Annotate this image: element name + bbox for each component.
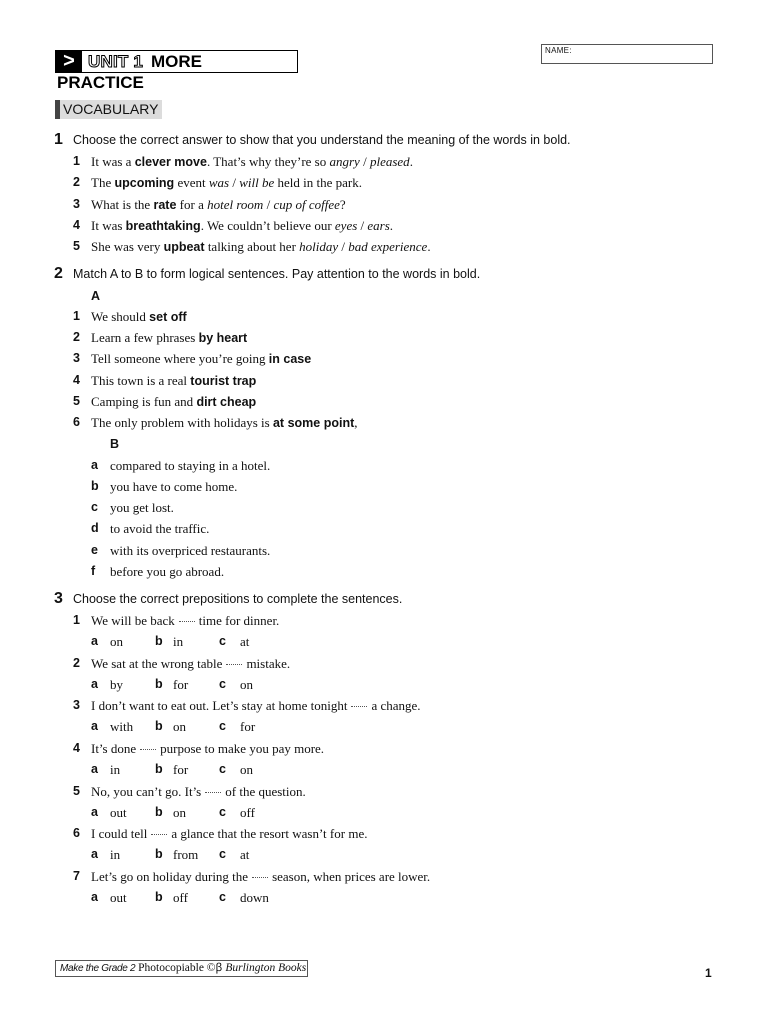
answer-blank[interactable]: [205, 792, 221, 793]
item-text: [91, 613, 279, 629]
item-text: [91, 415, 358, 431]
bold-word: at some point: [272, 416, 355, 430]
text-run: She was very: [91, 239, 164, 254]
text-run: . That’s why they’re so: [206, 154, 330, 169]
item-number: 5: [73, 784, 80, 798]
item-text: with its overpriced restaurants.: [110, 543, 271, 558]
item-letter: e: [91, 543, 98, 557]
text-run: It’s done: [91, 741, 137, 756]
ex3-options: [0, 805, 700, 823]
bold-word: tourist trap: [190, 374, 257, 388]
option-letter[interactable]: c: [219, 762, 226, 776]
option-letter[interactable]: b: [155, 677, 163, 691]
footer-brand: Make the Grade 2: [60, 963, 136, 974]
option-text[interactable]: on: [240, 677, 253, 692]
option-text[interactable]: in: [110, 847, 121, 862]
item-text: [91, 309, 187, 325]
item-letter: d: [91, 521, 99, 535]
bold-word: in case: [268, 352, 312, 366]
answer-blank[interactable]: [252, 877, 268, 878]
ex3-item: [0, 741, 700, 759]
item-letter: b: [91, 479, 99, 493]
item-letter: f: [91, 564, 96, 578]
item-text: [91, 741, 324, 757]
item-number: 3: [73, 698, 80, 712]
option-letter[interactable]: a: [91, 762, 98, 776]
text-run: We should: [91, 309, 150, 324]
text-run: Learn a few phrases: [91, 330, 199, 345]
option-letter[interactable]: c: [219, 847, 226, 861]
option-letter[interactable]: c: [219, 805, 226, 819]
unit-title: MORE: [151, 52, 202, 71]
text-run: .: [389, 218, 394, 233]
item-text: [91, 197, 346, 213]
item-number: 7: [73, 869, 80, 883]
item-number: 5: [73, 239, 80, 253]
item-text: [91, 656, 290, 672]
item-number: 2: [73, 656, 80, 670]
bold-word: upcoming: [114, 176, 175, 190]
option-text[interactable]: in: [110, 762, 121, 777]
ex2-item-a: [0, 415, 700, 433]
item-text: [91, 239, 431, 255]
option-text[interactable]: out: [110, 805, 127, 820]
footer-logo-icon: ꞵ: [215, 962, 223, 974]
text-run: No, you can’t go. It’s: [91, 784, 202, 799]
item-text: [91, 698, 421, 714]
ex2-item-a: [0, 373, 700, 391]
text-run: It was a: [91, 154, 135, 169]
item-number: 4: [73, 373, 80, 387]
option-letter[interactable]: c: [219, 890, 226, 904]
item-text: [91, 330, 247, 346]
item-number: 2: [73, 175, 80, 189]
name-label: NAME:: [545, 46, 572, 55]
option-text[interactable]: at: [240, 634, 250, 649]
text-run: a glance that the resort wasn’t for me.: [171, 826, 368, 841]
page-number: 1: [705, 966, 712, 980]
option-text[interactable]: down: [240, 890, 269, 905]
answer-blank[interactable]: [351, 706, 367, 707]
option-letter[interactable]: c: [219, 634, 226, 648]
item-text: [91, 869, 430, 885]
ex2-item-b: [0, 500, 700, 518]
bold-word: breathtaking: [125, 219, 201, 233]
item-number: 6: [73, 826, 80, 840]
bold-word: dirt cheap: [196, 395, 257, 409]
ex3-options: [0, 677, 700, 695]
item-letter: c: [91, 500, 98, 514]
option-word[interactable]: angry: [329, 154, 360, 169]
option-word[interactable]: hotel room: [207, 197, 264, 212]
option-text[interactable]: from: [173, 847, 199, 862]
answer-blank[interactable]: [140, 749, 156, 750]
text-run: Tell someone where you’re going: [91, 351, 269, 366]
text-run: This town is a real: [91, 373, 191, 388]
text-run: /: [359, 154, 370, 169]
ex3-options: [0, 719, 700, 737]
exercise-number: 3: [54, 590, 63, 607]
answer-blank[interactable]: [226, 664, 242, 665]
text-run: for a: [176, 197, 208, 212]
unit-label: UNIT 1: [88, 52, 144, 71]
option-text[interactable]: off: [240, 805, 255, 820]
ex3-item: [0, 826, 700, 844]
footer-photocopiable: Photocopiable ©: [135, 962, 216, 974]
option-word[interactable]: will be: [239, 175, 275, 190]
text-run: a change.: [371, 698, 421, 713]
answer-blank[interactable]: [179, 621, 195, 622]
ex1-item: [0, 154, 700, 172]
ex1-item: [0, 239, 700, 257]
option-letter[interactable]: b: [155, 762, 163, 776]
item-text: compared to staying in a hotel.: [110, 458, 271, 473]
text-run: /: [357, 218, 368, 233]
item-number: 1: [73, 309, 80, 323]
option-word[interactable]: eyes: [334, 218, 358, 233]
item-text: to avoid the traffic.: [110, 521, 210, 536]
text-run: held in the park.: [274, 175, 362, 190]
ex2-item-a: [0, 351, 700, 369]
ex1-item: [0, 218, 700, 236]
ex3-options: [0, 847, 700, 865]
option-word[interactable]: bad experience: [348, 239, 428, 254]
text-run: .: [427, 239, 431, 254]
option-letter[interactable]: b: [155, 847, 163, 861]
item-text: [91, 826, 367, 842]
option-text[interactable]: by: [110, 677, 123, 692]
text-run: We sat at the wrong table: [91, 656, 223, 671]
option-letter[interactable]: a: [91, 847, 98, 861]
text-run: Camping is fun and: [91, 394, 197, 409]
section-label: VOCABULARY: [55, 100, 162, 119]
ex1-item: [0, 197, 700, 215]
option-letter[interactable]: b: [155, 805, 163, 819]
bold-word: rate: [153, 198, 177, 212]
item-number: 4: [73, 741, 80, 755]
column-b-heading: B: [110, 437, 120, 451]
text-run: ,: [354, 415, 358, 430]
text-run: purpose to make you pay more.: [160, 741, 325, 756]
text-run: mistake.: [246, 656, 291, 671]
ex3-item: [0, 656, 700, 674]
ex2-item-b: [0, 521, 700, 539]
item-text: [91, 218, 393, 234]
item-number: 1: [73, 613, 80, 627]
text-run: event: [174, 175, 209, 190]
bold-word: set off: [149, 310, 187, 324]
option-letter[interactable]: b: [155, 890, 163, 904]
item-number: 3: [73, 351, 80, 365]
name-field[interactable]: [541, 44, 713, 64]
item-text: [91, 784, 306, 800]
text-run: I could tell: [91, 826, 148, 841]
ex3-item: [0, 698, 700, 716]
option-letter[interactable]: c: [219, 719, 226, 733]
text-run: of the question.: [225, 784, 306, 799]
text-run: We will be back: [91, 613, 175, 628]
option-text[interactable]: with: [110, 719, 134, 734]
item-number: 6: [73, 415, 80, 429]
unit-title-line2: PRACTICE: [57, 73, 144, 92]
text-run: . We couldn’t believe our: [200, 218, 335, 233]
item-number: 1: [73, 154, 80, 168]
text-run: time for dinner.: [198, 613, 280, 628]
item-number: 3: [73, 197, 80, 211]
exercise-number: 2: [54, 265, 63, 282]
ex2-item-b: [0, 564, 700, 582]
option-text[interactable]: for: [240, 719, 256, 734]
exercise-number: 1: [54, 131, 63, 148]
item-text: before you go abroad.: [110, 564, 225, 579]
item-number: 2: [73, 330, 80, 344]
bold-word: by heart: [198, 331, 248, 345]
ex2-item-b: [0, 458, 700, 476]
item-text: [91, 394, 256, 410]
option-text[interactable]: on: [173, 719, 186, 734]
ex2-item-a: [0, 394, 700, 412]
exercise-instruction: Match A to B to form logical sentences. Pay attention to the words in bold.: [73, 267, 481, 281]
item-text: you have to come home.: [110, 479, 238, 494]
option-letter[interactable]: a: [91, 890, 98, 904]
text-run: The only problem with holidays is: [91, 415, 273, 430]
text-run: I don’t want to eat out. Let’s stay at home tonight: [91, 698, 348, 713]
footer-credit: [55, 960, 308, 977]
option-text[interactable]: on: [110, 634, 123, 649]
text-run: Let’s go on holiday during the: [91, 869, 249, 884]
item-text: [91, 351, 311, 367]
option-letter[interactable]: b: [155, 719, 163, 733]
option-word[interactable]: pleased: [369, 154, 410, 169]
arrow-icon: >: [56, 51, 82, 73]
ex2-item-b: [0, 479, 700, 497]
ex3-item: [0, 784, 700, 802]
text-run: It was: [91, 218, 126, 233]
option-text[interactable]: out: [110, 890, 127, 905]
item-text: you get lost.: [110, 500, 174, 515]
option-text[interactable]: for: [173, 677, 189, 692]
option-text[interactable]: in: [173, 634, 184, 649]
ex3-options: [0, 890, 700, 908]
footer-publisher: Burlington Books: [225, 962, 307, 974]
text-run: /: [338, 239, 349, 254]
option-letter[interactable]: a: [91, 634, 98, 648]
item-text: [91, 154, 413, 170]
text-run: /: [263, 197, 274, 212]
text-run: ?: [339, 197, 346, 212]
item-text: [91, 175, 362, 191]
option-letter[interactable]: a: [91, 805, 98, 819]
ex1-item: [0, 175, 700, 193]
option-word[interactable]: holiday: [299, 239, 339, 254]
item-letter: a: [91, 458, 98, 472]
ex3-options: [0, 634, 700, 652]
item-number: 5: [73, 394, 80, 408]
text-run: The: [91, 175, 115, 190]
option-letter[interactable]: b: [155, 634, 163, 648]
ex2-item-b: [0, 543, 700, 561]
ex2-item-a: [0, 330, 700, 348]
option-text[interactable]: off: [173, 890, 188, 905]
text-run: .: [409, 154, 413, 169]
exercise-instruction: Choose the correct answer to show that you understand the meaning of the words in bold.: [73, 133, 571, 147]
exercise-instruction: Choose the correct prepositions to complete the sentences.: [73, 592, 403, 606]
ex2-item-a: [0, 309, 700, 327]
option-text[interactable]: for: [173, 762, 189, 777]
text-run: /: [229, 175, 240, 190]
item-text: [91, 373, 256, 389]
ex3-item: [0, 613, 700, 631]
ex3-options: [0, 762, 700, 780]
option-letter[interactable]: a: [91, 719, 98, 733]
answer-blank[interactable]: [151, 834, 167, 835]
option-letter[interactable]: c: [219, 677, 226, 691]
text-run: What is the: [91, 197, 154, 212]
item-number: 4: [73, 218, 80, 232]
text-run: season, when prices are lower.: [272, 869, 431, 884]
column-a-heading: A: [91, 289, 101, 303]
option-letter[interactable]: a: [91, 677, 98, 691]
text-run: talking about her: [204, 239, 300, 254]
bold-word: clever move: [134, 155, 207, 169]
ex3-item: [0, 869, 700, 887]
option-text[interactable]: at: [240, 847, 250, 862]
option-word[interactable]: cup of coffee: [273, 197, 340, 212]
option-text[interactable]: on: [173, 805, 186, 820]
unit-header: [55, 50, 298, 73]
option-word[interactable]: was: [208, 175, 230, 190]
option-text[interactable]: on: [240, 762, 253, 777]
bold-word: upbeat: [163, 240, 205, 254]
option-word[interactable]: ears: [367, 218, 390, 233]
